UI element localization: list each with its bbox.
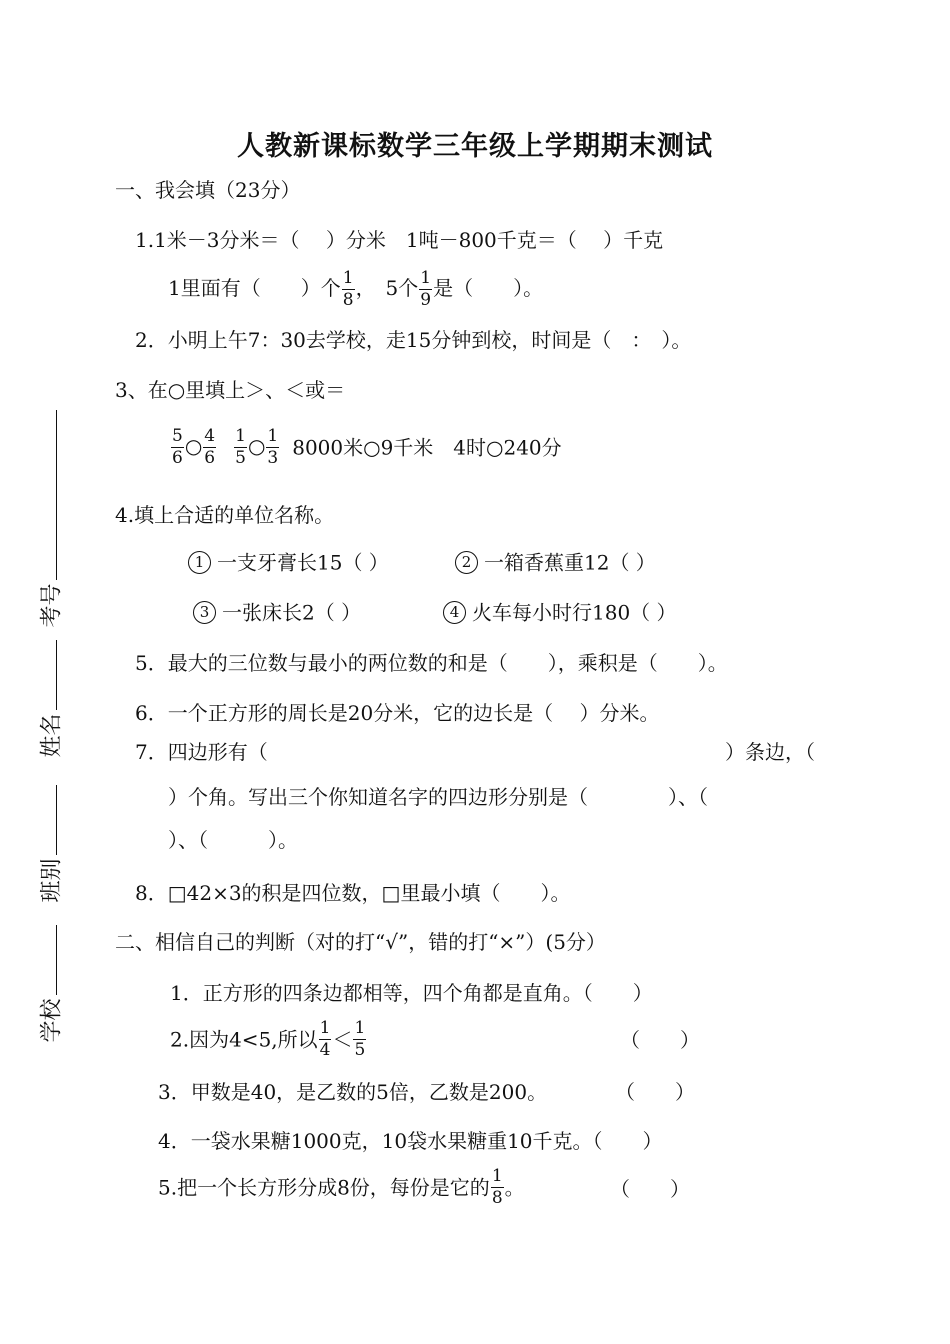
fraction-one-fifth: $\frac{1}{5}$ (235, 426, 246, 468)
fraction-one-fourth: $\frac{1}{4}$ (319, 1018, 331, 1060)
s2-q5-paren: （ ） (610, 1177, 690, 1201)
circled-number-3: 3 (193, 601, 216, 624)
q5: 5．最大的三位数与最小的两位数的和是（ ），乘积是（ ）。 (135, 651, 728, 675)
circled-number-1: 1 (188, 551, 211, 574)
fraction-one-eighth: $\frac{1}{8}$ (491, 1166, 503, 1208)
q1-line2-c: 是（ ）。 (433, 276, 544, 300)
side-label-school: 学校 (39, 998, 65, 1043)
q1-line1: 1.1米－3分米＝（ ）分米 1吨－800千克＝（ ）千克 (135, 228, 664, 252)
q4-item-3: 3 一张床长2（ ） (193, 601, 361, 624)
q6: 6．一个正方形的周长是20分米，它的边长是（ ）分米。 (135, 701, 660, 725)
s2-q2-paren: （ ） (620, 1028, 700, 1052)
s2-q5: 5.把一个长方形分成8份，每份是它的 $\frac{1}{8}$ 。 (158, 1166, 525, 1208)
fraction-four-sixths: $\frac{4}{6}$ (204, 426, 216, 468)
q2: 2．小明上午7：30去学校，走15分钟到校，时间是（ ： ）。 (135, 328, 692, 352)
fraction-five-sixths: $\frac{5}{6}$ (172, 426, 183, 468)
fraction-one-third: $\frac{1}{3}$ (267, 426, 279, 468)
s2-q1: 1．正方形的四条边都相等，四个角都是直角。（ ） (170, 981, 653, 1005)
s2-q3-paren: （ ） (615, 1080, 695, 1104)
q3-rest: 8000米○9千米 4时○240分 (292, 435, 562, 460)
q4-heading: 4.填上合适的单位名称。 (115, 503, 335, 527)
side-label-class: 班别 (39, 858, 65, 903)
side-line-name (56, 640, 57, 710)
q7-line3: ）、（ ）。 (168, 828, 298, 852)
q1-line2 (168, 270, 543, 309)
s2-q3: 3．甲数是40，是乙数的5倍，乙数是200。 (158, 1080, 548, 1104)
section1-heading: 一、我会填（23分） (115, 178, 301, 202)
fraction-one-fifth: $\frac{1}{5}$ (354, 1018, 366, 1060)
circled-number-4: 4 (443, 601, 466, 624)
page-title: 人教新课标数学三年级上学期期末测试 (237, 131, 713, 162)
q7-line2: ）个角。写出三个你知道名字的四边形分别是（ ）、（ (168, 785, 708, 809)
fraction-one-ninth: $\frac{1}{9}$ (420, 268, 432, 310)
q7-line1-b: ）条边，（ (725, 740, 815, 764)
q7-line1-a: 7．四边形有（ (135, 740, 268, 764)
s2-q4: 4．一袋水果糖1000克，10袋水果糖重10千克。（ ） (158, 1129, 663, 1153)
q3-items (170, 428, 562, 467)
compare-circle: ○ (184, 434, 203, 458)
compare-circle: ○ (247, 434, 266, 458)
q1-line2-a: 1里面有（ ）个 (168, 276, 341, 300)
q8: 8．□42×3的积是四位数，□里最小填（ ）。 (135, 881, 571, 905)
fraction-one-eighth: $\frac{1}{8}$ (342, 268, 354, 310)
side-line-class (56, 785, 57, 855)
q4-item-1: 1 一支牙膏长15（ ） (188, 551, 389, 574)
side-line-school (56, 925, 57, 995)
q1-line2-b: ， 5个 (355, 276, 419, 300)
side-line-exam-no (56, 410, 57, 580)
q4-item-4: 4 火车每小时行180（ ） (443, 601, 677, 624)
q4-item-2: 2 一箱香蕉重12（ ） (455, 551, 656, 574)
s2-q2: 2.因为4<5,所以 $\frac{1}{4}$ ＜ $\frac{1}{5}$ (170, 1018, 366, 1060)
circled-number-2: 2 (455, 551, 478, 574)
side-label-name: 姓名 (39, 713, 65, 758)
q3-heading: 3、在○里填上＞、＜或＝ (115, 378, 346, 402)
side-label-exam-no: 考号 (39, 583, 65, 628)
section2-heading: 二、相信自己的判断（对的打“√”，错的打“×”）(5分） (115, 930, 606, 954)
